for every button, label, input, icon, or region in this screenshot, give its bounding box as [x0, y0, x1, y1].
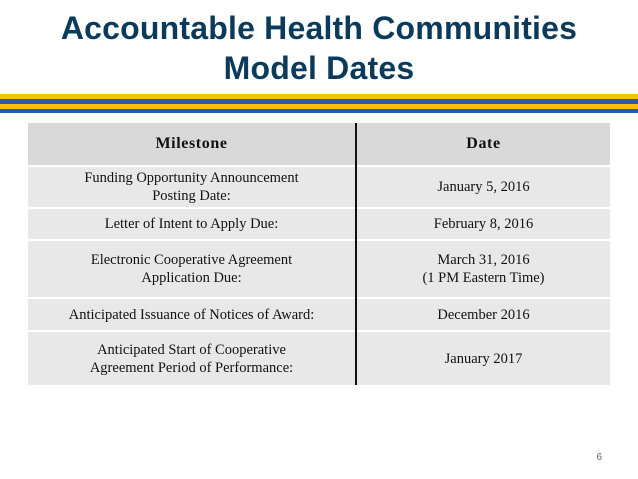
- date-text: (1 PM Eastern Time): [422, 270, 545, 286]
- stripe-blue: [0, 109, 638, 113]
- slide-title-line-1: Accountable Health Communities: [60, 10, 578, 46]
- table-row: [28, 166, 610, 208]
- milestone-text: Application Due:: [141, 270, 242, 286]
- milestone-cell: [28, 240, 356, 298]
- milestone-cell: [28, 208, 356, 240]
- date-text: March 31, 2016: [437, 252, 530, 268]
- table-row: [28, 208, 610, 240]
- milestone-text: Anticipated Issuance of Notices of Award:: [68, 306, 315, 323]
- page-number: 6: [596, 452, 602, 463]
- date-cell: [356, 331, 610, 385]
- table-row: [28, 240, 610, 298]
- date-text: February 8, 2016: [433, 216, 534, 232]
- milestone-text: Funding Opportunity Announcement: [84, 170, 299, 186]
- date-cell: [356, 240, 610, 298]
- header-milestone: Milestone: [28, 123, 356, 166]
- milestone-text: Electronic Cooperative Agreement: [90, 252, 293, 268]
- milestone-cell: [28, 298, 356, 331]
- date-cell: [356, 208, 610, 240]
- table-row: [28, 298, 610, 331]
- milestone-cell: [28, 166, 356, 208]
- date-text: December 2016: [437, 306, 530, 323]
- decorative-stripes: [0, 94, 638, 118]
- table-header-row: [28, 123, 610, 166]
- date-text: January 5, 2016: [437, 179, 530, 195]
- slide-title: [0, 8, 638, 88]
- header-date: Date: [356, 123, 610, 166]
- milestone-text: Agreement Period of Performance:: [89, 359, 294, 376]
- date-text: January 2017: [444, 350, 523, 367]
- milestone-text: Letter of Intent to Apply Due:: [104, 216, 279, 232]
- milestone-text: Posting Date:: [152, 188, 231, 204]
- date-cell: [356, 166, 610, 208]
- milestone-text: Anticipated Start of Cooperative: [97, 341, 286, 358]
- milestone-table: [28, 123, 610, 385]
- milestone-cell: [28, 331, 356, 385]
- date-cell: [356, 298, 610, 331]
- slide-title-line-2: Model Dates: [223, 50, 415, 86]
- table-row: [28, 331, 610, 385]
